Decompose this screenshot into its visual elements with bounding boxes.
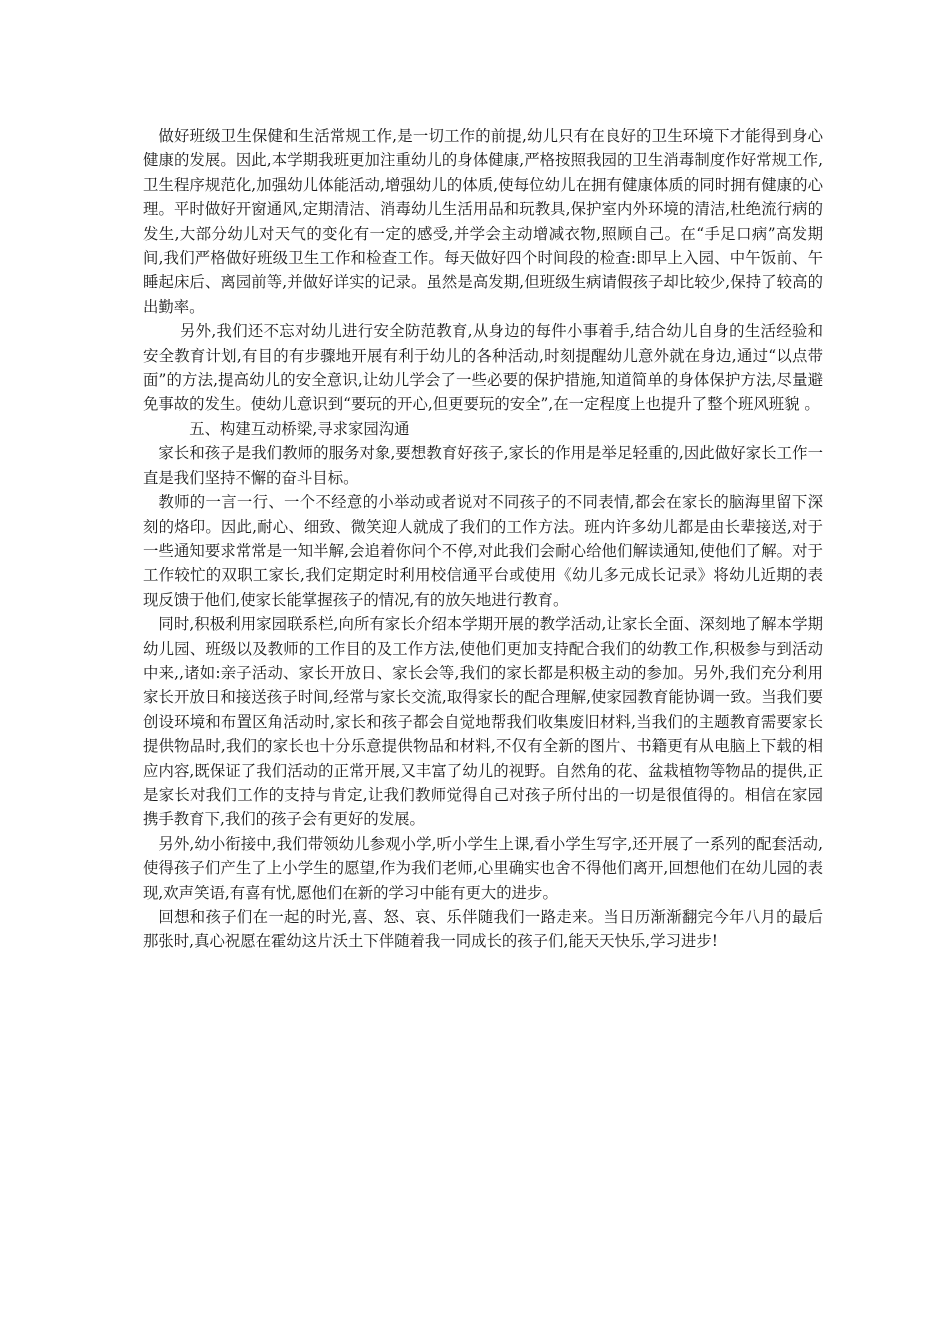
paragraph-hygiene: 做好班级卫生保健和生活常规工作,是一切工作的前提,幼儿只有在良好的卫生环境下才能得到身心健康的发展。因此,本学期我班更加注重幼儿的身体健康,严格按照我园的卫生消毒制度作好常规工作,卫生程序规范化,加强幼儿体能活动,增强幼儿的体质,使每位幼儿在拥有健康体质的同时拥有健康的心理。平时做好开窗通风,定期清洁、消毒幼儿生活用品和玩教具,保护室内外环境的清洁,杜绝流行病的发生,大部分幼儿对天气的变化有一定的感受,并学会主动增减衣物,照顾自己。在“手足口病”高发期间,我们严格做好班级卫生工作和检查工作。每天做好四个时间段的检查:即早上入园、中午饭前、午睡起床后、离园前等,并做好详实的记录。虽然是高发期,但班级生病请假孩子却比较少,保持了较高的出勤率。: [143, 127, 823, 316]
paragraph-safety: 另外,我们还不忘对幼儿进行安全防范教育,从身边的每件小事着手,结合幼儿自身的生活经验和安全教育计划,有目的有步骤地开展有利于幼儿的各种活动,时刻提醒幼儿意外就在身边,通过“以点带面”的方法,提高幼儿的安全意识,让幼儿学会了一些必要的保护措施,知道简单的身体保护方法,尽量避免事故的发生。使幼儿意识到“要玩的开心,但更要玩的安全”,在一定程度上也提升了整个班风班貌 。: [143, 322, 823, 414]
paragraph-parents-intro: 家长和孩子是我们教师的服务对象,要想教育好孩子,家长的作用是举足轻重的,因此做好家长工作一直是我们坚持不懈的奋斗目标。: [143, 444, 823, 487]
document-body: [143, 124, 823, 954]
paragraph-closing: 回想和孩子们在一起的时光,喜、怒、哀、乐伴随我们一路走来。当日历渐渐翻完今年八月的最后那张时,真心祝愿在霍幼这片沃土下伴随着我一同成长的孩子们,能天天快乐,学习进步!: [143, 908, 823, 951]
section-heading-home-school: 五、构建互动桥梁,寻求家园沟通: [189, 419, 410, 438]
paragraph-teacher-conduct: 教师的一言一行、一个不经意的小举动或者说对不同孩子的不同表情,都会在家长的脑海里留下深刻的烙印。因此,耐心、细致、微笑迎人就成了我们的工作方法。班内许多幼儿都是由长辈接送,对于一些通知要求常常是一知半解,会追着你问个不停,对此我们会耐心给他们解读通知,使他们了解。对于工作较忙的双职工家长,我们定期定时利用校信通平台或使用《幼儿多元成长记录》将幼儿近期的表现反馈于他们,使家长能掌握孩子的情况,有的放矢地进行教育。: [143, 493, 823, 609]
paragraph-transition: 另外,幼小衔接中,我们带领幼儿参观小学,听小学生上课,看小学生写字,还开展了一系列的配套活动,使得孩子们产生了上小学生的愿望,作为我们老师,心里确实也舍不得他们离开,回想他们在幼儿园的表现,欢声笑语,有喜有忧,愿他们在新的学习中能有更大的进步。: [143, 834, 823, 902]
paragraph-contact-board: 同时,积极利用家园联系栏,向所有家长介绍本学期开展的教学活动,让家长全面、深刻地了解本学期幼儿园、班级以及教师的工作目的及工作方法,使他们更加支持配合我们的幼教工作,积极参与到活动中来,,诸如:亲子活动、家长开放日、家长会等,我们的家长都是积极主动的参加。另外,我们充分利用家长开放日和接送孩子时间,经常与家长交流,取得家长的配合理解,使家园教育能协调一致。当我们要创设环境和布置区角活动时,家长和孩子都会自觉地帮我们收集废旧材料,当我们的主题教育需要家长提供物品时,我们的家长也十分乐意提供物品和材料,不仅有全新的图片、书籍更有从电脑上下载的相应内容,既保证了我们活动的正常开展,又丰富了幼儿的视野。自然角的花、盆栽植物等物品的提供,正是家长对我们工作的支持与肯定,让我们教师觉得自己对孩子所付出的一切是很值得的。相信在家园携手教育下,我们的孩子会有更好的发展。: [143, 615, 823, 829]
